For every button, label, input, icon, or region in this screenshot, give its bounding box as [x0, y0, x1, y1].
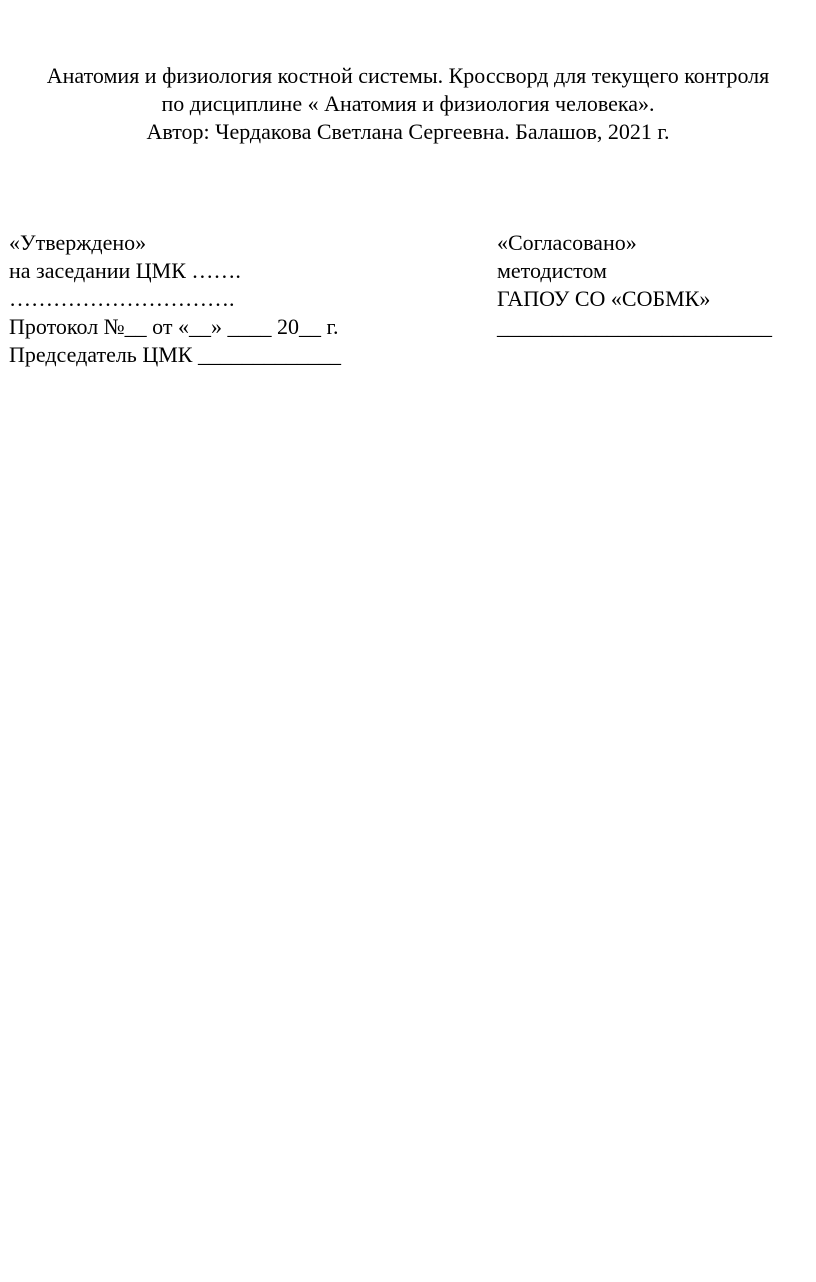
title-line-1: Анатомия и физиология костной системы. Кроссворд для текущего контроля — [46, 63, 770, 88]
title-line-2: по дисциплине « Анатомия и физиология человека». — [161, 91, 655, 116]
approved-protocol-line: Протокол №__ от «__» ____ 20__ г. — [9, 314, 339, 339]
document-title — [0, 62, 816, 146]
title-line-3: Автор: Чердакова Светлана Сергеевна. Балашов, 2021 г. — [146, 119, 670, 144]
agreed-block — [497, 229, 797, 341]
agreed-methodist-line: методистом — [497, 258, 607, 283]
approved-block — [9, 229, 429, 369]
agreed-heading: «Согласовано» — [497, 230, 637, 255]
agreed-organization-line: ГАПОУ СО «СОБМК» — [497, 286, 711, 311]
approved-dots-line: …………………………. — [9, 286, 235, 311]
approved-heading: «Утверждено» — [9, 230, 147, 255]
approved-chairman-line: Председатель ЦМК _____________ — [9, 342, 341, 367]
agreed-signature-line: _________________________ — [497, 314, 772, 339]
approved-committee-line: на заседании ЦМК ……. — [9, 258, 241, 283]
